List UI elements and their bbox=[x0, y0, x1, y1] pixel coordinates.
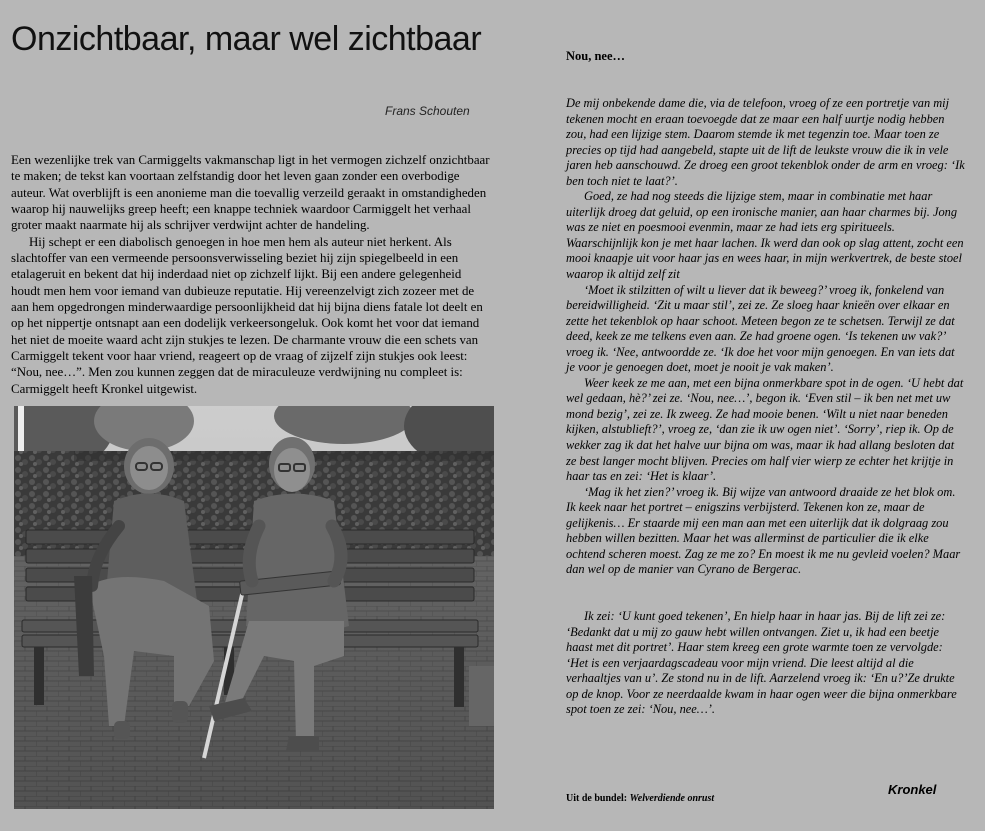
article-title: Onzichtbaar, maar wel zichtbaar bbox=[11, 20, 482, 58]
story-paragraph: ‘Mag ik het zien?’ vroeg ik. Bij wijze van antwoord draaide ze het blok om. Ik keek naar het portret – enigszins verbijsterd. Tekenen kon ze, maar de gelijkenis… Er staarde mij een man aan met een uiterlijk dat ik dolgraag zou hebben willen bezitten. Maar het was allerminst de particulier die ik elke ochtend scheren moest. Zag ze me zo? En moest ik me nu gevleid voelen? Maar dan wel op de manier van Cyrano de Bergerac. bbox=[566, 484, 961, 577]
essay-body bbox=[11, 152, 493, 397]
story-body bbox=[566, 96, 966, 718]
story-paragraph: Weer keek ze me aan, met een bijna onmerkbare spot in de ogen. ‘U hebt dat wel gedaan, hè?’ zei ze. ‘Nou, nee…’, begon ik. ‘Even stil – ik ben net met uw mond bezig’, zei ze. Ik zweeg. Ze had mooie benen. ‘Wilt u niet naar beneden kijken, alstublieft?’, vroeg ze, ‘dan zie ik uw ogen niet’. ‘Sorry’, riep ik. Op de wekker zag ik dat het halve uur bijna om was, maar ik had allang besloten dat ze best langer mocht blijven. Precies om half vier wierp ze echter het krijtje in haar tas en zei: ‘Het is klaar’. bbox=[566, 375, 964, 484]
story-paragraph: Goed, ze had nog steeds die lijzige stem, maar in combinatie met haar uiterlijk droeg dat geluid, op een ironische manier, aan haar charmes bij. Jong was ze niet en poesmooi evenmin, maar ze had iets erg spiritueels. Waarschijnlijk kon je met haar lachen. Ik werd dan ook op slag attent, zocht een mooi knaapje uit voor haar jas en wees haar, in mijn werkvertrek, de beste stoel waarop ik altijd zelf zit bbox=[566, 189, 964, 282]
story-paragraph: Ik zei: ‘U kunt goed tekenen’, En hielp haar in haar jas. Bij de lift zei ze: ‘Bedankt dat u mij zo gauw hebt willen ontvangen. Ziet u, ik had een beetje haast met dit portret’. Haar stem kreeg een grote warmte toen ze vervolgde: ‘Het is een verjaardagscadeau voor mijn vriend. Die leest altijd al die verhaaltjes van u’. Ze stond nu in de lift. Aarzelend vroeg ik: ‘En u?’Ze drukte op de knop. Voor ze neerdaalde kwam in haar ogen weer die bijna onmerkbare spot toen ze zei: ‘Nou, nee…’. bbox=[566, 608, 957, 717]
story-paragraph: ‘Moet ik stilzitten of wilt u liever dat ik beweeg?’ vroeg ik, fonkelend van bereidwilligheid. ‘Zit u maar stil’, zei ze. Ze sloeg haar knieën over elkaar en zette het tekenblok op haar schoot. Meteen begon ze te schetsen. Terwijl ze dat deed, keek ze me telkens even aan. Ze had groene ogen. ‘Is tekenen uw vak?’ vroeg ik. ‘Nee, antwoordde ze. ‘Ik doe het voor mijn genoegen. En van iets dat je voor je genoegen doet, moet je nooit je vak maken’. bbox=[566, 282, 955, 375]
source-prefix: Uit de bundel: bbox=[566, 793, 630, 804]
story-heading: Nou, nee… bbox=[566, 49, 626, 63]
statue-photo bbox=[14, 406, 494, 809]
signature: Kronkel bbox=[888, 782, 937, 797]
essay-paragraph: Hij schept er een diabolisch genoegen in hoe men hem als auteur niet herkent. Als slachtoffer van een vermeende persoonsverwisseling beziet hij zijn spiegelbeeld in een etalageruit en bekent dat hij inderdaad niet op zichzelf lijkt. Bij een andere gelegenheid houdt men hem voor iemand van dubieuze reputatie. Hij vereenzelvigt zich zozeer met de aan hem opgedrongen minderwaardige persoonlijkheid dat hij bijna diens fatale lot deelt en op het nippertje ontsnapt aan een dodelijk verkeersongeluk. Ook komt het voor dat iemand het niet de moeite waard acht zijn stukjes te lezen. De charmante vrouw die een schets van Carmiggelt tekent voor haar vriend, reageert op de vraag of zijzelf zijn stukjes ook leest: “Nou, nee…”. Men zou kunnen zeggen dat de miraculeuze verdwijning nu compleet is: Carmiggelt heeft Kronkel uitgewist. bbox=[11, 234, 483, 396]
essay-paragraph: Een wezenlijke trek van Carmiggelts vakmanschap ligt in het vermogen zichzelf onzichtbaar te maken; de tekst kan voortaan zelfstandig door het leven gaan zonder een overbodige auteur. Wat overblijft is een anonieme man die toevallig verzeild geraakt in omstandigheden waarop hij nauwelijks greep heeft; een knappe techniek waardoor Carmiggelt het verhaal groter maakt naarmate hij als schrijver verdwijnt achter de handeling. bbox=[11, 153, 490, 233]
source-credit bbox=[566, 793, 714, 804]
source-book-title: Welverdiende onrust bbox=[629, 793, 715, 804]
story-paragraph: De mij onbekende dame die, via de telefoon, vroeg of ze een portretje van mij tekenen mocht en eraan toevoegde dat ze maar een half uurtje nodig hebben zou, had een lijzige stem. Daarom stemde ik met tegenzin toe. Maar toen ze precies op tijd had aangebeld, stapte uit de lift de leukste vrouw die ik in vele jaren heb aanschouwd. Ze droeg een groot tekenblok onder de arm en vroeg: ‘Ik ben toch niet te laat?’. bbox=[566, 96, 965, 188]
bench-statue-image bbox=[14, 406, 494, 809]
author-byline: Frans Schouten bbox=[385, 104, 470, 118]
